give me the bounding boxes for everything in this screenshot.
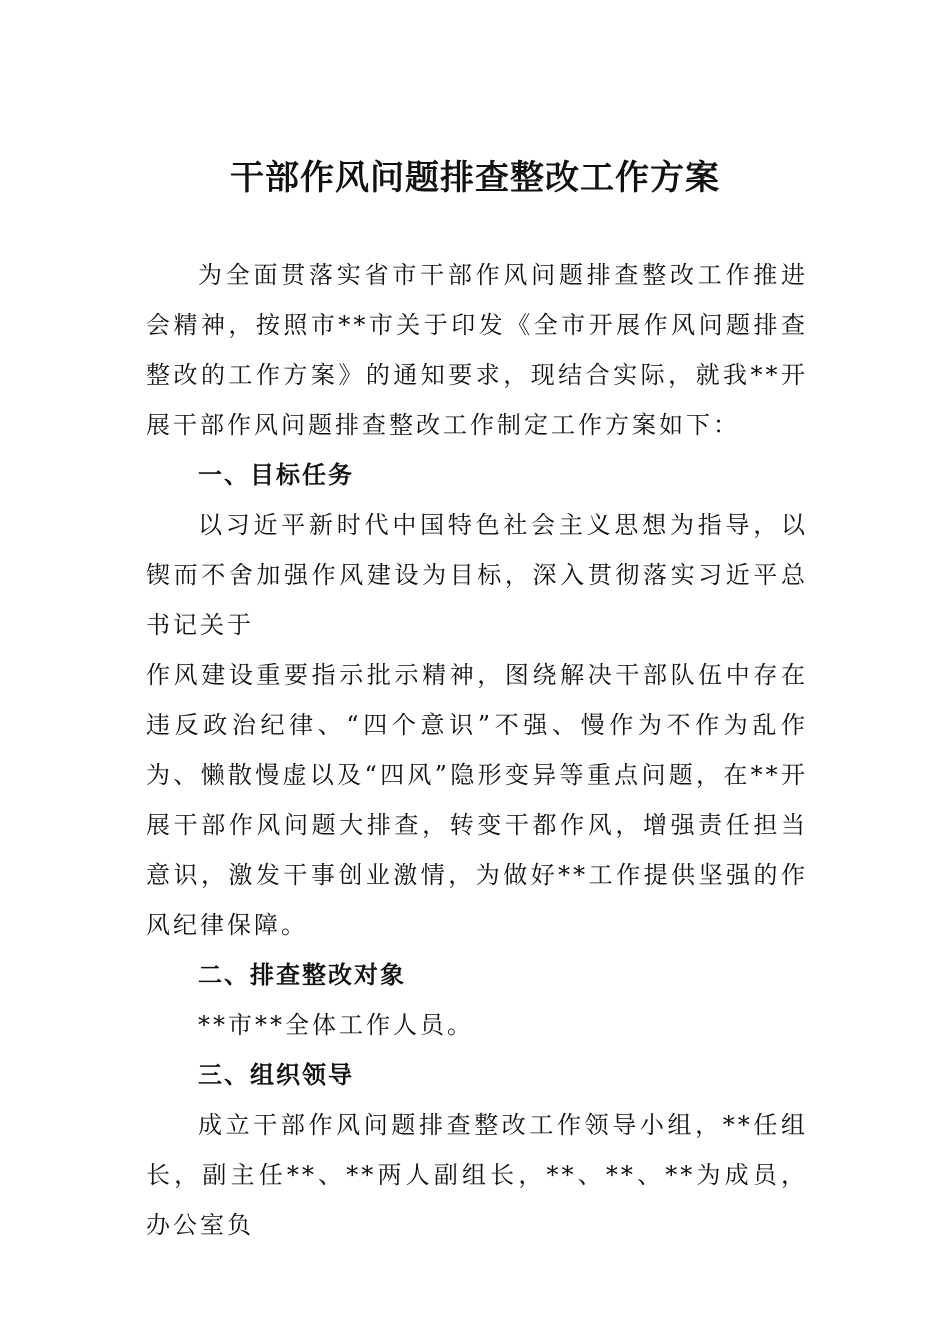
intro-paragraph: 为全面贯落实省市干部作风问题排查整改工作推进会精神，按照市**市关于印发《全市开展作风问题排查整改的工作方案》的通知要求，现结合实际，就我**开展干部作风问题排查整改工作制定工作方案如下： xyxy=(146,261,808,439)
goals-paragraph-part1: 以习近平新时代中国特色社会主义思想为指导，以锲而不舍加强作风建设为目标，深入贯彻落实习近平总书记关于 xyxy=(146,511,808,639)
section-heading-goals: 一、目标任务 xyxy=(198,461,354,489)
targets-paragraph: **市**全体工作人员。 xyxy=(198,1011,474,1039)
section-heading-leadership: 三、组织领导 xyxy=(198,1061,354,1089)
document-title: 干部作风问题排查整改工作方案 xyxy=(230,158,720,198)
leadership-paragraph: 成立干部作风问题排查整改工作领导小组，**任组长，副主任**、**两人副组长，**、**、**为成员，办公室负 xyxy=(146,1111,808,1239)
goals-paragraph-part2: 作风建设重要指示批示精神，图绕解决干部队伍中存在违反政治纪律、“四个意识”不强、慢作为不作为乱作为、懒散慢虚以及“四风”隐形变异等重点问题，在**开展干部作风问题大排查，转变干都作风，增强责任担当意识，激发干事创业激情，为做好**工作提供坚强的作风纪律保障。 xyxy=(146,661,808,939)
section-heading-targets: 二、排查整改对象 xyxy=(198,961,406,989)
